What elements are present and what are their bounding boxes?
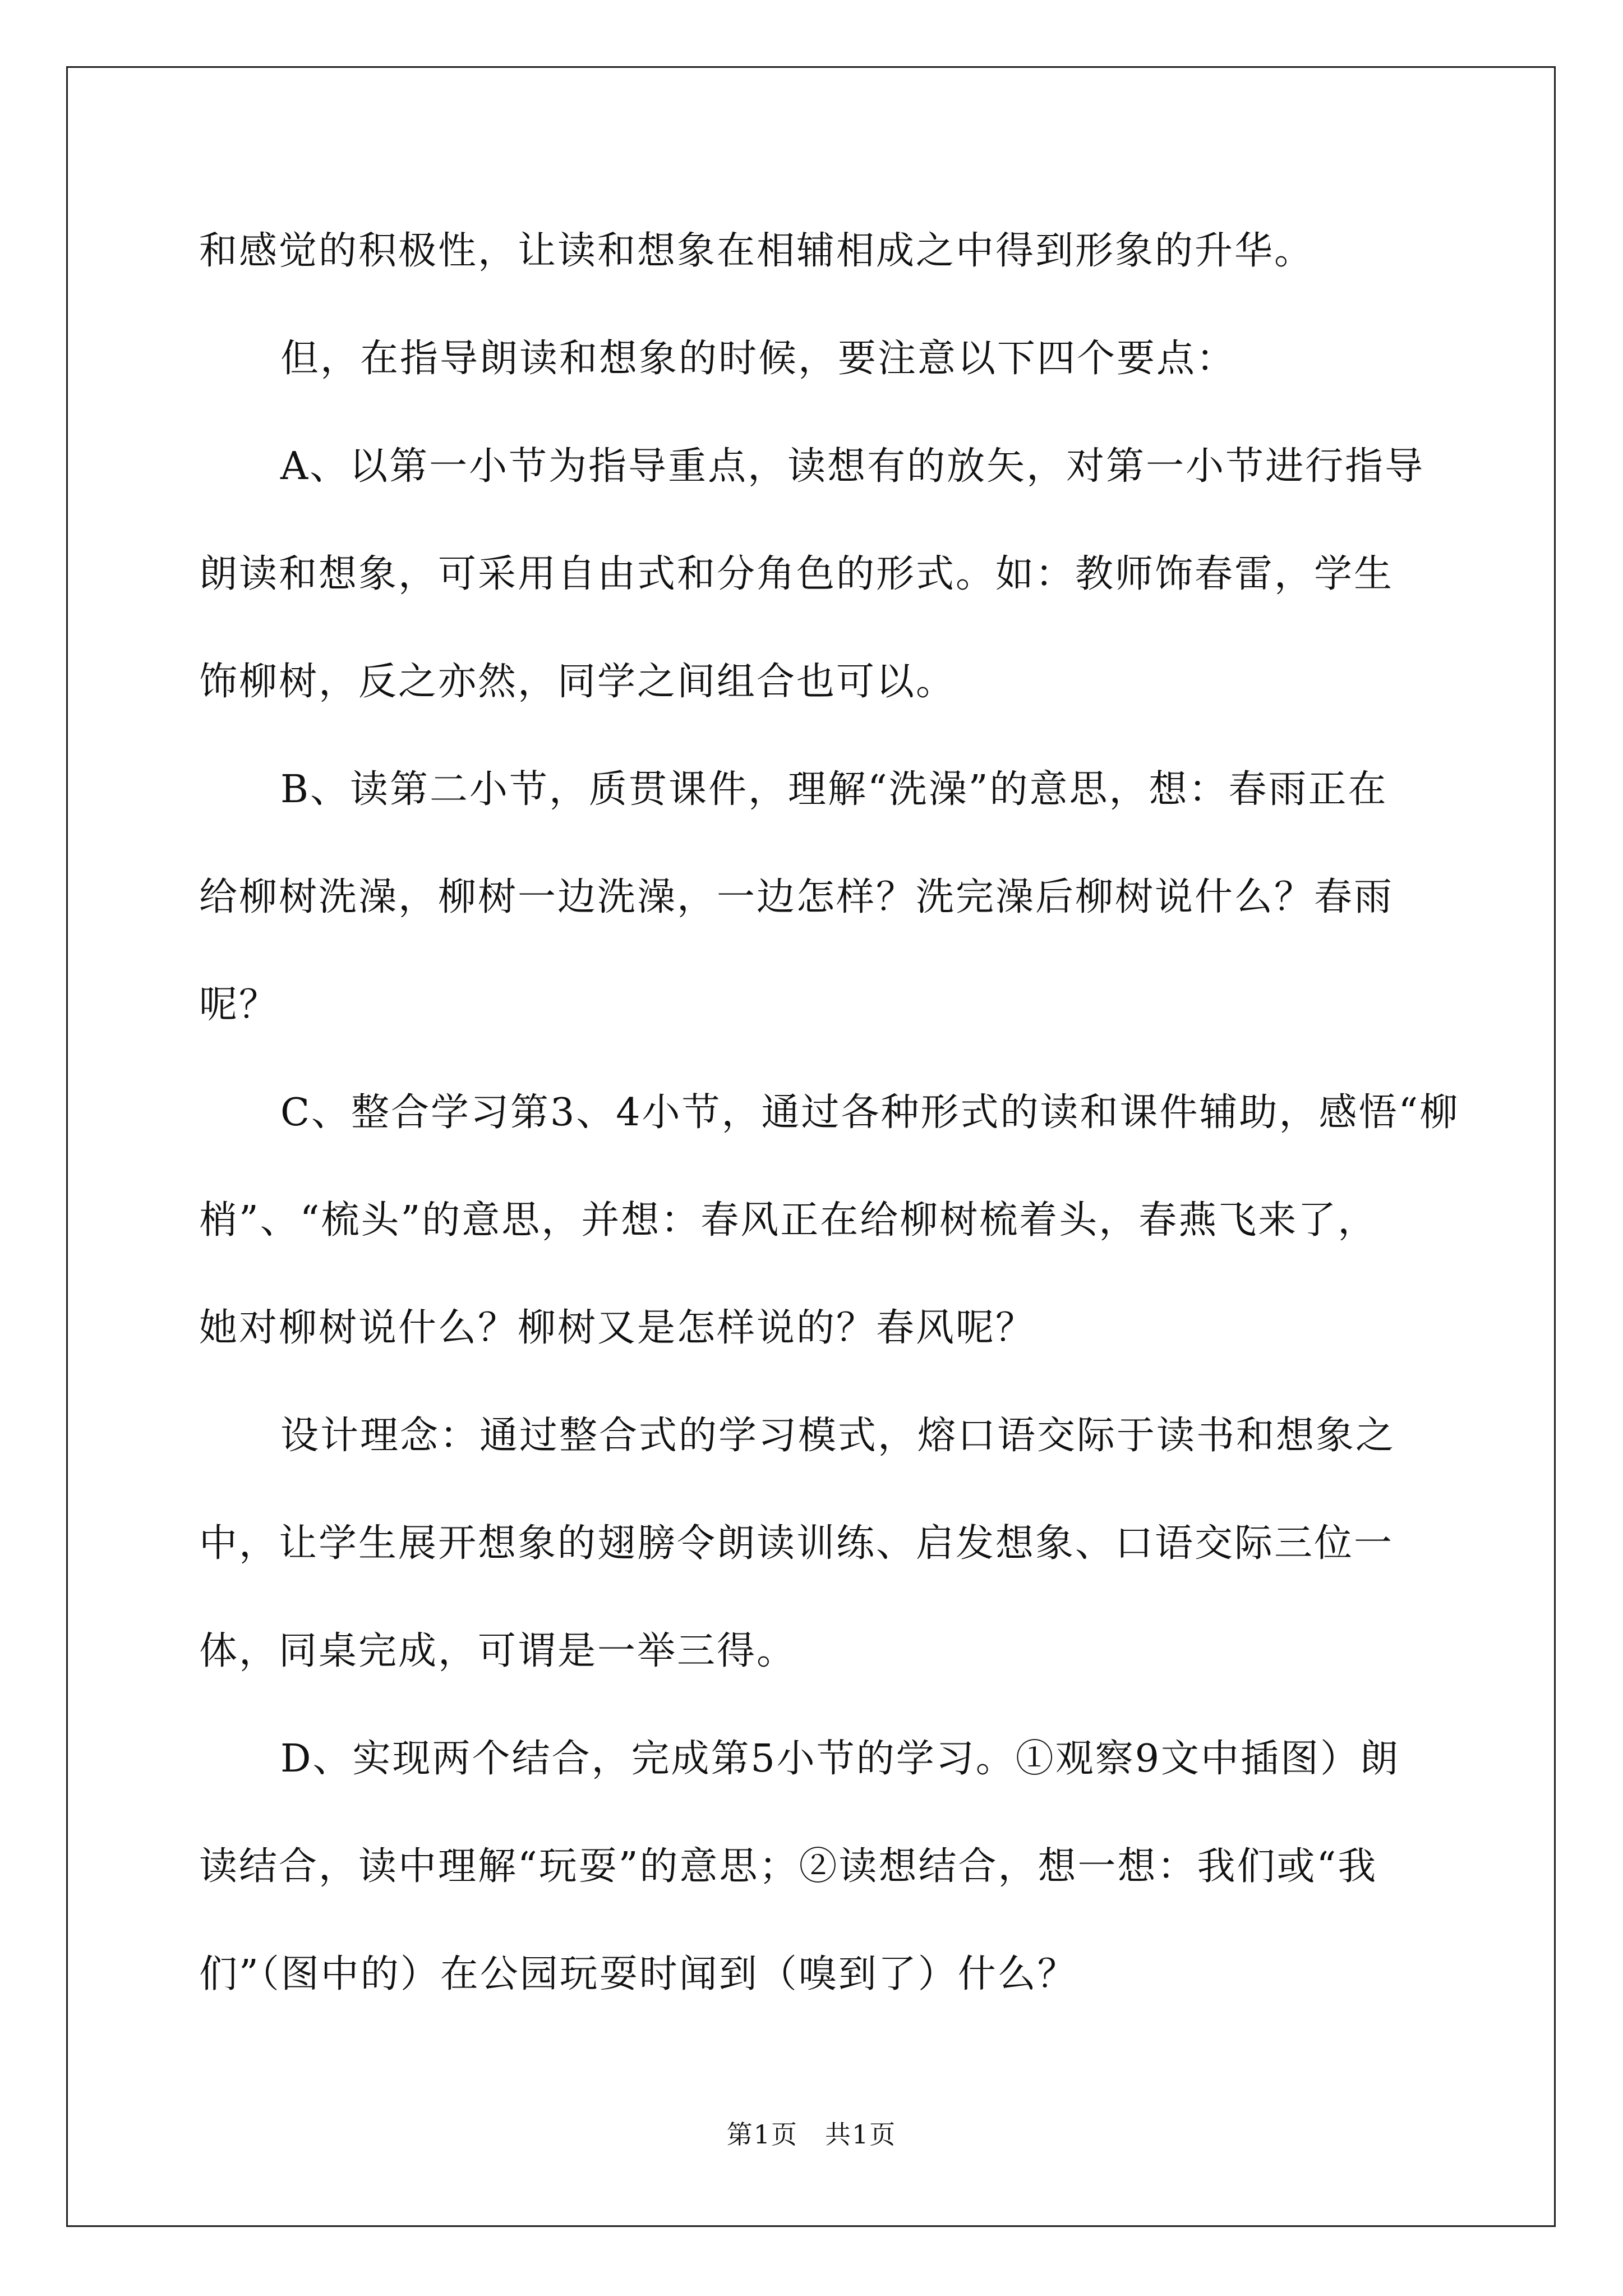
text-line-12: 设计理念：通过整合式的学习模式，熔口语交际于读书和想象之: [280, 1414, 1396, 1458]
page-border: [66, 66, 1556, 2227]
text-line-17: 们”（图中的）在公园玩耍时闻到（嗅到了）什么？: [199, 1952, 1077, 1996]
page-number-footer: 第1页 共1页: [726, 2119, 897, 2150]
text-line-7: 给柳树洗澡，柳树一边洗澡，一边怎样？洗完澡后柳树说什么？春雨: [199, 875, 1394, 919]
text-line-1: 和感觉的积极性，让读和想象在相辅相成之中得到形象的升华。: [199, 229, 1315, 273]
text-line-9: C、整合学习第3、4小节，通过各种形式的读和课件辅助，感悟“柳: [280, 1091, 1460, 1135]
text-line-5: 饰柳树，反之亦然，同学之间组合也可以。: [199, 660, 956, 704]
text-line-15: D、实现两个结合，完成第5小节的学习。①观察9文中插图）朗: [280, 1737, 1400, 1781]
text-line-11: 她对柳树说什么？柳树又是怎样说的？春风呢？: [199, 1306, 1036, 1350]
text-line-2: 但，在指导朗读和想象的时候，要注意以下四个要点：: [280, 337, 1237, 381]
text-line-6: B、读第二小节，质贯课件，理解“洗澡”的意思，想：春雨正在: [280, 767, 1388, 812]
text-line-16: 读结合，读中理解“玩耍”的意思；②读想结合，想一想：我们或“我: [199, 1844, 1378, 1889]
text-line-13: 中，让学生展开想象的翅膀令朗读训练、启发想象、口语交际三位一: [199, 1521, 1394, 1566]
text-line-3: A、以第一小节为指导重点，读想有的放矢，对第一小节进行指导: [280, 444, 1425, 489]
text-line-4: 朗读和想象，可采用自由式和分角色的形式。如：教师饰春雷，学生: [199, 552, 1394, 596]
text-line-8: 呢？: [199, 983, 279, 1027]
text-line-10: 梢”、“梳头”的意思，并想：春风正在给柳树梳着头，春燕飞来了，: [199, 1198, 1378, 1243]
text-line-14: 体，同桌完成，可谓是一举三得。: [199, 1629, 797, 1673]
